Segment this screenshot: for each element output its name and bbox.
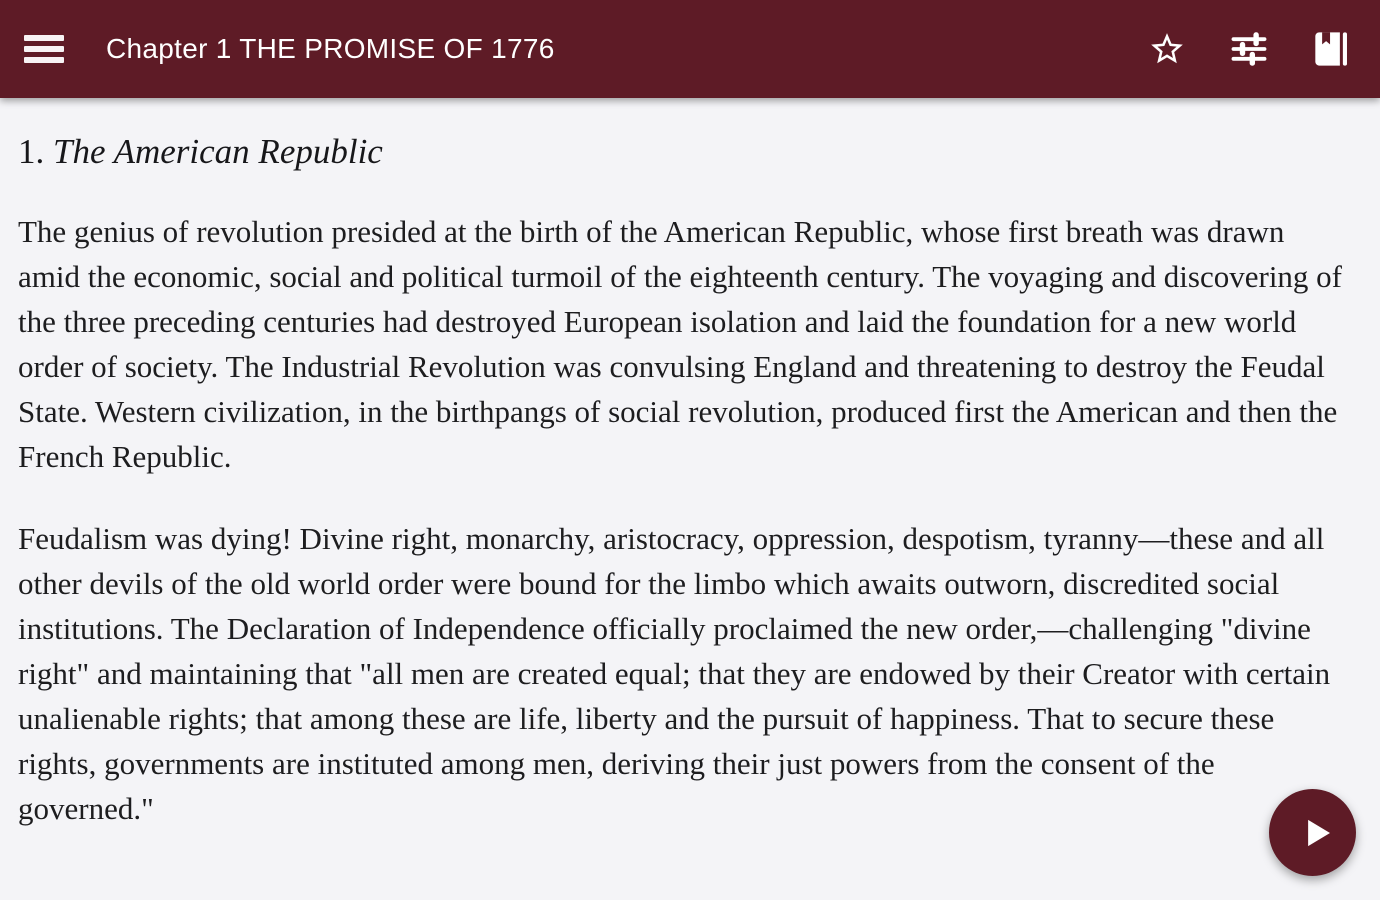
menu-bar — [24, 35, 64, 41]
hamburger-menu-icon[interactable] — [24, 27, 68, 71]
bookmark-star-button[interactable] — [1148, 30, 1186, 68]
section-heading — [18, 132, 1350, 172]
appbar-actions — [1148, 30, 1350, 68]
tune-sliders-icon — [1230, 30, 1268, 68]
play-fab-button[interactable] — [1269, 789, 1356, 876]
chapter-title: Chapter 1 THE PROMISE OF 1776 — [106, 33, 555, 64]
display-settings-button[interactable] — [1230, 30, 1268, 68]
menu-bar — [24, 46, 64, 52]
reader-page — [0, 132, 1380, 831]
paragraph: Feudalism was dying! Divine right, monarchy, aristocracy, oppression, despotism, tyranny—these and all other devils of the old world order were bound for the limbo which awaits outworn, discredited social institutions. The Declaration of Independence officially proclaimed the new order,—challenging "divine right" and maintaining that "all men are created equal; that they are endowed by their Creator with certain unalienable rights; that among these are life, liberty and the pursuit of happiness. That to secure these rights, governments are instituted among men, deriving their just powers from the consent of the governed." — [18, 521, 1331, 826]
section-title: The American Republic — [53, 132, 383, 171]
section-number: 1. — [18, 132, 53, 171]
star-outline-icon — [1148, 30, 1186, 68]
play-icon — [1289, 812, 1337, 854]
app-bar — [0, 0, 1380, 98]
menu-bar — [24, 57, 64, 63]
book-bookmark-icon — [1312, 30, 1350, 68]
paragraph: The genius of revolution presided at the birth of the American Republic, whose first breath was drawn amid the economic, social and political turmoil of the eighteenth century. The voyaging and discovering of the three preceding centuries had destroyed European isolation and laid the foundation for a new world order of society. The Industrial Revolution was convulsing England and threatening to destroy the Feudal State. Western civilization, in the birthpangs of social revolution, produced first the American and then the French Republic. — [18, 214, 1343, 474]
contents-book-button[interactable] — [1312, 30, 1350, 68]
